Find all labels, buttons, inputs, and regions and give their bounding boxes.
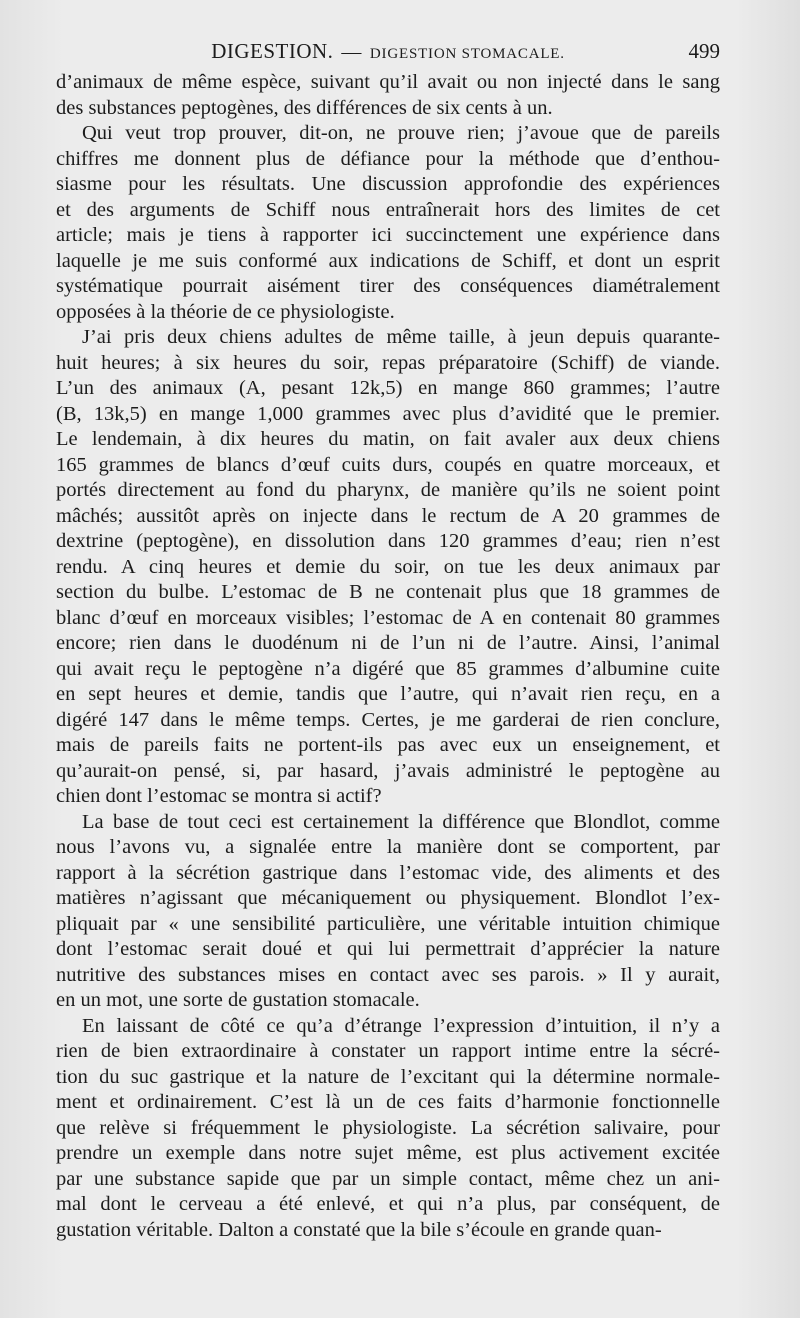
text-line: 165 grammes de blancs d’œuf cuits durs, coupés en quatre morceaux, et (56, 453, 720, 476)
running-title-sub: DIGESTION STOMACALE. (369, 46, 565, 62)
text-line: tion du suc gastrique et la nature de l’excitant qui la détermine normale- (56, 1065, 720, 1088)
text-line: section du bulbe. L’estomac de B ne contenait plus que 18 grammes de (56, 581, 720, 603)
text-line: J’ai pris deux chiens adultes de même taille, à jeun depuis quarante- (82, 326, 720, 348)
text-line: chiffres me donnent plus de défiance pour la méthode que d’enthou- (56, 147, 720, 170)
text-line: En laissant de côté ce qu’a d’étrange l’expression d’intuition, il n’y a (82, 1014, 720, 1037)
text-line: rien de bien extraordinaire à constater un rapport intime entre la sécré- (56, 1040, 720, 1062)
text-line: des substances peptogènes, des différences de six cents à un. (56, 96, 553, 119)
text-line: dont l’estomac serait doué et qui lui permettrait d’apprécier la nature (56, 938, 720, 960)
text-line: chien dont l’estomac se montra si actif? (56, 785, 382, 807)
text-line: et des arguments de Schiff nous entraînerait hors des limites de cet (56, 198, 720, 221)
text-line: gustation véritable. Dalton a constaté que la bile s’écoule en grande quan- (56, 1218, 662, 1241)
text-line: opposées à la théorie de ce physiologiste. (56, 300, 395, 323)
text-line: siasme pour les résultats. Une discussion approfondie des expériences (56, 173, 720, 195)
text-line: par une substance sapide que par un simple contact, même chez un ani- (56, 1167, 720, 1190)
text-line: qu’aurait-on pensé, si, par hasard, j’avais administré le peptogène au (56, 759, 720, 782)
text-line: en sept heures et demie, tandis que l’autre, qui n’avait rien reçu, en a (56, 683, 720, 705)
page-number: 499 (688, 39, 720, 63)
text-line: nous l’avons vu, a signalée entre la manière dont se comportent, par (56, 836, 720, 858)
text-line: La base de tout ceci est certainement la différence que Blondlot, comme (82, 810, 720, 833)
text-line: mal dont le cerveau a été enlevé, et qui n’a plus, par conséquent, de (56, 1193, 720, 1215)
text-line: prendre un exemple dans notre sujet même, est plus activement excitée (56, 1142, 720, 1164)
text-line: Qui veut trop prouver, dit-on, ne prouve rien; j’avoue que de pareils (82, 122, 720, 144)
text-line: (B, 13k,5) en mange 1,000 grammes avec plus d’avidité que le premier. (56, 402, 720, 425)
running-title-main: DIGESTION. (211, 39, 334, 63)
paragraph (56, 121, 720, 325)
text-line: blanc d’œuf en morceaux visibles; l’estomac de A en contenait 80 grammes (56, 606, 720, 629)
text-line: huit heures; à six heures du soir, repas préparatoire (Schiff) de viande. (56, 351, 720, 374)
text-line: mais de pareils faits ne portent-ils pas avec eux un enseignement, et (56, 734, 720, 756)
text-line: article; mais je tiens à rapporter ici succinctement une expérience dans (56, 224, 720, 246)
text-line: digéré 147 dans le même temps. Certes, je me garderai de rien conclure, (56, 708, 720, 731)
text-line: pliquait par « une sensibilité particulière, une véritable intuition chimique (56, 912, 720, 935)
paragraph (56, 325, 720, 810)
running-title (56, 36, 720, 69)
text-line: mâchés; aussitôt après on injecte dans le rectum de A 20 grammes de (56, 504, 720, 527)
text-line: portés directement au fond du pharynx, de manière qu’ils ne soient point (56, 479, 720, 501)
running-header (56, 36, 720, 66)
paragraph (56, 70, 720, 121)
text-line: dextrine (peptogène), en dissolution dans 120 grammes d’eau; rien n’est (56, 530, 720, 552)
paragraph (56, 810, 720, 1014)
text-line: d’animaux de même espèce, suivant qu’il avait ou non injecté dans le sang (56, 71, 720, 93)
text-line: systématique pourrait aisément tirer des conséquences diamétralement (56, 275, 720, 297)
running-title-dash: — (341, 41, 362, 63)
text-line: L’un des animaux (A, pesant 12k,5) en mange 860 grammes; l’autre (56, 377, 720, 399)
text-line: encore; rien dans le duodénum ni de l’un ni de l’autre. Ainsi, l’animal (56, 632, 720, 654)
paragraph (56, 1014, 720, 1244)
text-line: matières n’agissant que mécaniquement ou physiquement. Blondlot l’ex- (56, 887, 720, 909)
text-line: Le lendemain, à dix heures du matin, on fait avaler aux deux chiens (56, 428, 720, 450)
text-line: que relève si fréquemment le physiologiste. La sécrétion salivaire, pour (56, 1116, 720, 1139)
body-text (56, 70, 720, 1243)
text-line: en un mot, une sorte de gustation stomacale. (56, 989, 420, 1011)
text-line: rapport à la sécrétion gastrique dans l’estomac vide, des aliments et des (56, 861, 720, 884)
text-line: nutritive des substances mises en contact avec ses parois. » Il y aurait, (56, 963, 720, 986)
text-line: qui avait reçu le peptogène n’a digéré que 85 grammes d’albumine cuite (56, 657, 720, 680)
text-line: rendu. A cinq heures et demie du soir, on tue les deux animaux par (56, 555, 720, 578)
text-line: laquelle je me suis conformé aux indications de Schiff, et dont un esprit (56, 249, 720, 272)
text-line: ment et ordinairement. C’est là un de ces faits d’harmonie fonctionnelle (56, 1091, 720, 1113)
